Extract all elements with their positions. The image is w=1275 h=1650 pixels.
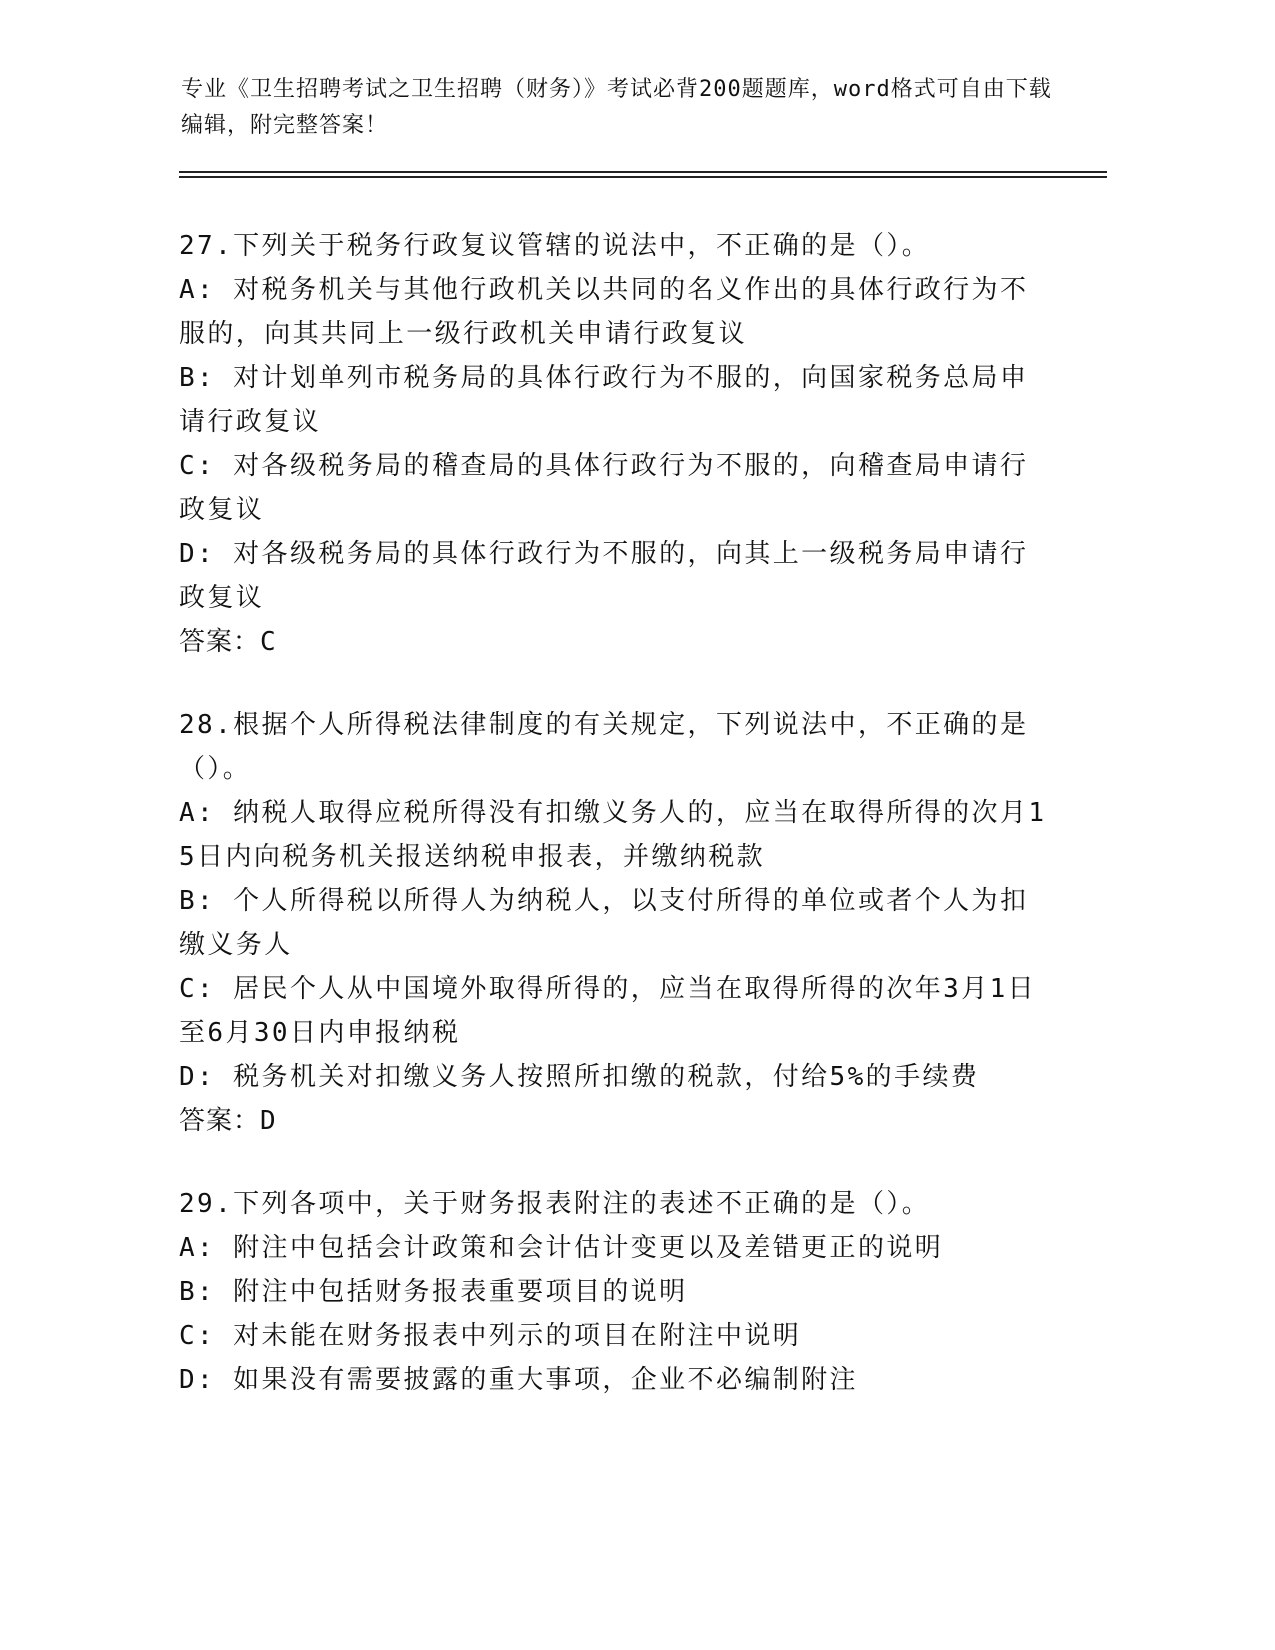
option-c: C: 对未能在财务报表中列示的项目在附注中说明 [179, 1321, 802, 1351]
question-stem: 29.下列各项中，关于财务报表附注的表述不正确的是（）。 [179, 1189, 931, 1219]
option-a: A: 对税务机关与其他行政机关以共同的名义作出的具体行政行为不服的，向其共同上一级行政机关申请行政复议 [179, 275, 1029, 349]
answer: 答案：D [179, 1106, 277, 1136]
option-a: A: 附注中包括会计政策和会计估计变更以及差错更正的说明 [179, 1233, 944, 1263]
option-d: D: 如果没有需要披露的重大事项，企业不必编制附注 [179, 1365, 858, 1395]
option-a: A: 纳税人取得应税所得没有扣缴义务人的，应当在取得所得的次月15日内向税务机关报送纳税申报表，并缴纳税款 [179, 798, 1047, 872]
question-29 [179, 1182, 1049, 1402]
document-header [181, 72, 1061, 144]
header-divider-top [179, 171, 1107, 173]
option-d: D: 税务机关对扣缴义务人按照所扣缴的税款，付给5%的手续费 [179, 1062, 980, 1092]
option-c: C: 居民个人从中国境外取得所得的，应当在取得所得的次年3月1日至6月30日内申报纳税 [179, 974, 1037, 1048]
option-b: B: 个人所得税以所得人为纳税人，以支付所得的单位或者个人为扣缴义务人 [179, 886, 1029, 960]
header-text: 专业《卫生招聘考试之卫生招聘（财务）》考试必背200题题库，word格式可自由下载编辑，附完整答案！ [181, 77, 1052, 138]
question-27 [179, 224, 1049, 664]
header-divider-bottom [179, 176, 1107, 178]
option-c: C: 对各级税务局的稽查局的具体行政行为不服的，向稽查局申请行政复议 [179, 451, 1029, 525]
option-d: D: 对各级税务局的具体行政行为不服的，向其上一级税务局申请行政复议 [179, 539, 1029, 613]
question-28 [179, 703, 1049, 1143]
answer: 答案：C [179, 627, 277, 657]
option-b: B: 附注中包括财务报表重要项目的说明 [179, 1277, 688, 1307]
option-b: B: 对计划单列市税务局的具体行政行为不服的，向国家税务总局申请行政复议 [179, 363, 1029, 437]
question-stem: 27.下列关于税务行政复议管辖的说法中，不正确的是（）。 [179, 231, 931, 261]
question-stem: 28.根据个人所得税法律制度的有关规定，下列说法中，不正确的是（）。 [179, 710, 1029, 784]
